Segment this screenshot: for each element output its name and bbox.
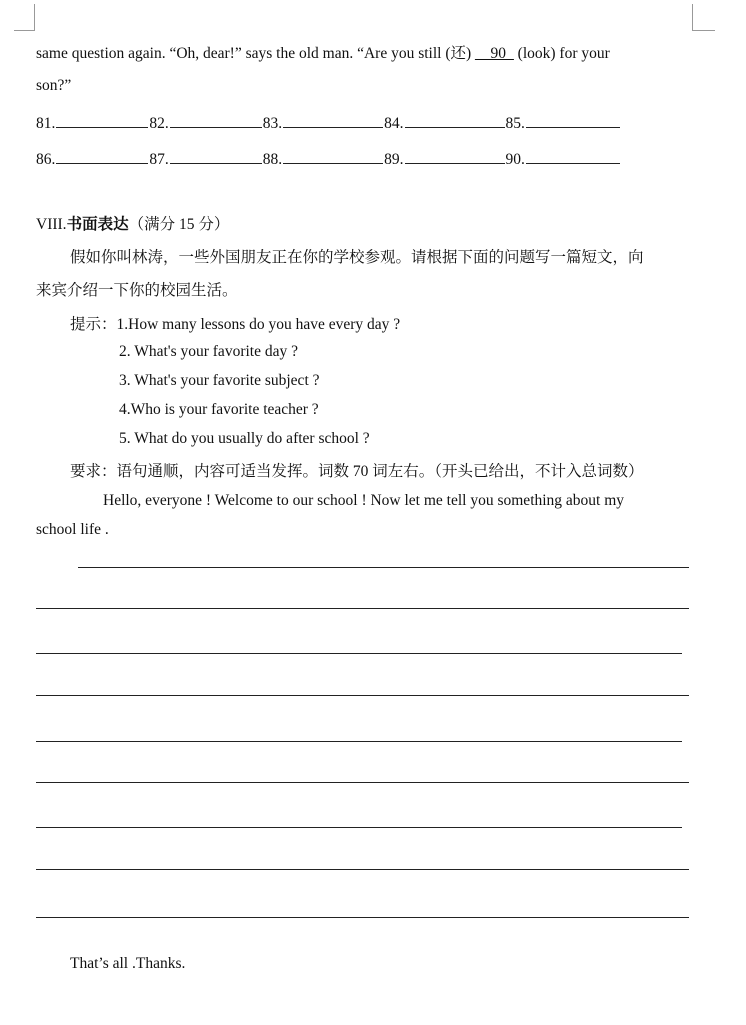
answer-label: 87.	[149, 151, 169, 168]
requirement-text: 要求：语句通顺，内容可适当发挥。词数 70 词左右。（开头已给出，不计入总词数）	[70, 463, 644, 480]
hint-item: 2. What's your favorite day ?	[119, 343, 298, 360]
hint-item: 5. What do you usually do after school ?	[119, 430, 370, 447]
writing-line[interactable]	[36, 782, 689, 783]
writing-line[interactable]	[36, 741, 682, 742]
writing-line[interactable]	[36, 695, 689, 696]
answer-label: 89.	[384, 151, 404, 168]
answer-blank[interactable]	[283, 113, 383, 128]
section-heading	[36, 212, 229, 234]
hint-item: 1.How many lessons do you have every day ?	[116, 316, 401, 333]
answer-90-filled: __90_	[475, 45, 514, 62]
answer-label: 84.	[384, 115, 404, 132]
task-intro-line-2: 来宾介绍一下你的校园生活。	[36, 282, 238, 299]
answer-blank[interactable]	[526, 113, 620, 128]
writing-line[interactable]	[36, 653, 682, 654]
page-corner-mark-right	[692, 4, 715, 31]
passage-line-2: son?”	[36, 77, 72, 94]
essay-closing: That’s all .Thanks.	[70, 955, 186, 972]
essay-opening-line-1: Hello, everyone ! Welcome to our school ! Now let me tell you something about my	[103, 492, 625, 509]
answer-blank[interactable]	[170, 113, 262, 128]
answer-label: 88.	[262, 151, 283, 168]
hints-label: 提示：	[70, 316, 117, 333]
answer-blank[interactable]	[405, 149, 505, 164]
passage-text-b: (look) for your	[513, 45, 610, 62]
task-intro-line-1: 假如你叫林涛，一些外国朋友正在你的学校参观。请根据下面的问题写一篇短文，向	[70, 249, 644, 266]
writing-line[interactable]	[36, 608, 689, 609]
hint-item: 3. What's your favorite subject ?	[119, 372, 320, 389]
section-title: 书面表达	[66, 216, 129, 233]
answer-blank[interactable]	[526, 149, 620, 164]
answer-row-2	[36, 149, 621, 169]
passage-text-a: same question again. “Oh, dear!” says the old man. “Are you still (还)	[36, 45, 476, 62]
hints-block	[70, 312, 400, 334]
answer-blank[interactable]	[283, 149, 383, 164]
section-number: VIII.	[36, 216, 67, 233]
answer-label: 83.	[262, 115, 283, 132]
passage-line-1	[36, 41, 610, 63]
writing-line[interactable]	[78, 567, 689, 568]
page-corner-mark-left	[14, 4, 35, 31]
answer-label: 86.	[36, 151, 56, 168]
answer-blank[interactable]	[170, 149, 262, 164]
writing-line[interactable]	[36, 827, 682, 828]
answer-label: 81.	[36, 115, 56, 132]
writing-line[interactable]	[36, 917, 689, 918]
answer-blank[interactable]	[56, 149, 148, 164]
answer-blank[interactable]	[56, 113, 148, 128]
answer-label: 85.	[505, 115, 525, 132]
section-score: （满分 15 分）	[128, 216, 230, 233]
writing-line[interactable]	[36, 869, 689, 870]
answer-blank[interactable]	[405, 113, 505, 128]
answer-row-1	[36, 113, 621, 133]
essay-opening-line-2: school life .	[36, 521, 109, 538]
answer-label: 90.	[505, 151, 525, 168]
hint-item: 4.Who is your favorite teacher ?	[119, 401, 319, 418]
answer-label: 82.	[149, 115, 169, 132]
